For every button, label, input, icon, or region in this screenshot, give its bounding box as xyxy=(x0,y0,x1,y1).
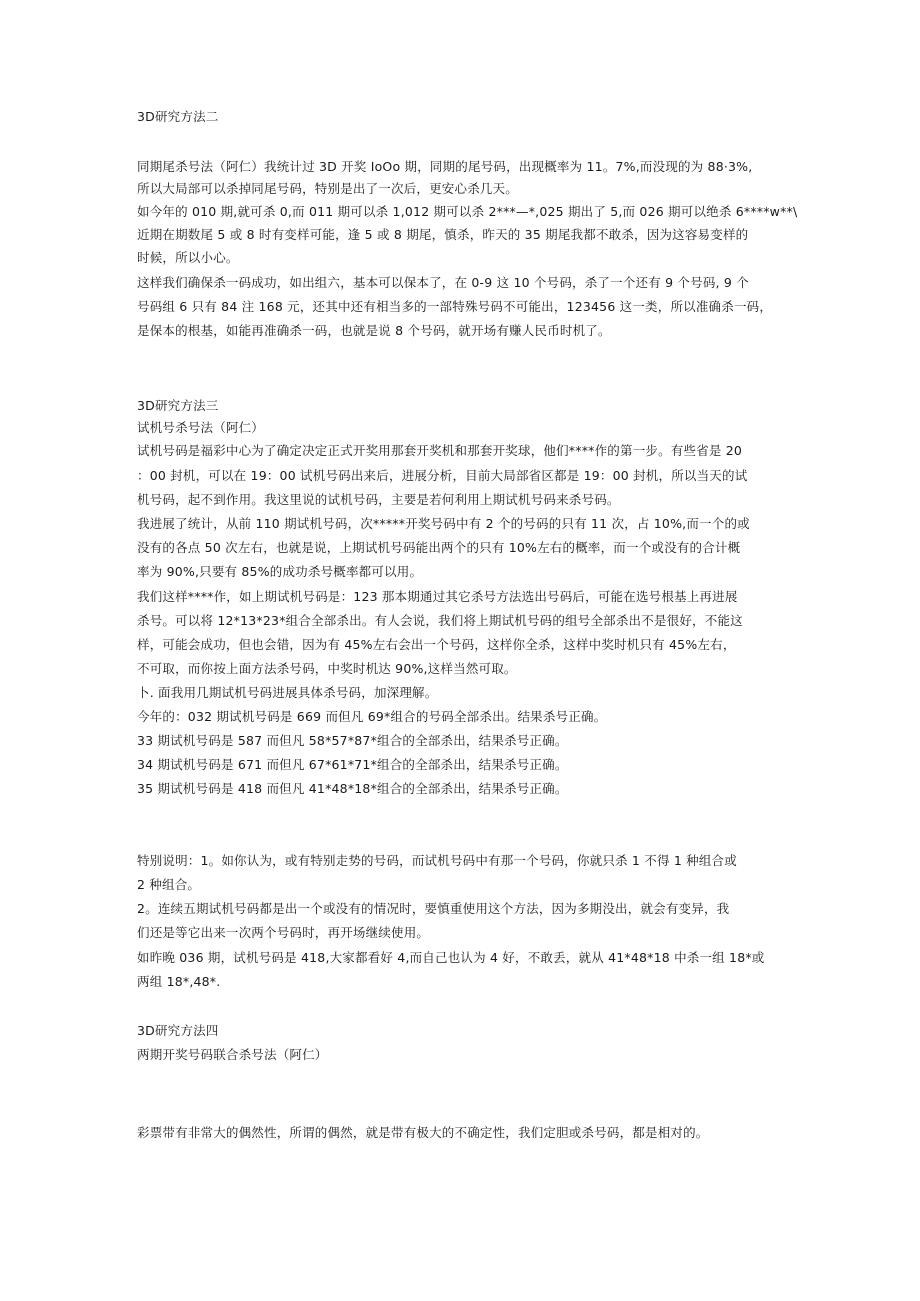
paragraph-line: 机号码，起不到作用。我这里说的试机号码，主要是若何利用上期试机号码来杀号码。 xyxy=(137,492,620,507)
paragraph-line: 35 期试机号码是 418 而但凡 41*48*18*组合的全部杀出，结果杀号正确。 xyxy=(137,781,568,796)
paragraph-line: 我们这样****作，如上期试机号码是：123 那本期通过其它杀号方法选出号码后，可能在选号根基上再进展 xyxy=(137,589,738,604)
section-subheading: 两期开奖号码联合杀号法（阿仁） xyxy=(137,1047,328,1062)
paragraph-line: 样，可能会成功，但也会错，因为有 45%左右会出一个号码，这样你全杀，这样中奖时机只有 45%左右， xyxy=(137,637,736,652)
paragraph-line: 没有的各点 50 次左右，也就是说，上期试机号码能出两个的只有 10%左右的概率，而一个或没有的合计概 xyxy=(137,540,741,555)
paragraph-line: 彩票带有非常大的偶然性，所谓的偶然，就是带有极大的不确定性，我们定胆或杀号码，都是相对的。 xyxy=(137,1125,709,1140)
paragraph-line: 2。连续五期试机号码都是出一个或没有的情况时，要慎重使用这个方法，因为多期没出，就会有变异，我 xyxy=(137,901,730,916)
section-subheading: 试机号杀号法（阿仁） xyxy=(137,420,265,435)
paragraph-line: 如今年的 010 期,就可杀 0,而 011 期可以杀 1,012 期可以杀 2***—*,025 期出了 5,而 026 期可以绝杀 6****w**\ xyxy=(137,204,798,219)
paragraph-line: 这样我们确保杀一码成功，如出组六，基本可以保本了，在 0-9 这 10 个号码，杀了一个还有 9 个号码, 9 个 xyxy=(137,275,749,290)
paragraph-line: 时候，所以小心。 xyxy=(137,250,239,265)
paragraph-line: 们还是等它出来一次两个号码时，再开场继续使用。 xyxy=(137,925,430,940)
paragraph-line: ：00 封机，可以在 19：00 试机号码出来后，进展分析，目前大局部省区都是 19：00 封机，所以当天的试 xyxy=(137,468,748,483)
section-heading-4: 3D研究方法四 xyxy=(137,1023,219,1038)
paragraph-line: 同期尾杀号法（阿仁）我统计过 3D 开奖 IoOo 期，同期的尾号码，出现概率为 11。7%,而没现的为 88·3%, xyxy=(137,159,753,174)
section-heading-2: 3D研究方法二 xyxy=(137,109,219,124)
paragraph-line: 今年的：032 期试机号码是 669 而但凡 69*组合的号码全部杀出。结果杀号正确。 xyxy=(137,709,607,724)
paragraph-line: 号码组 6 只有 84 注 168 元，还其中还有相当多的一部特殊号码不可能出，123456 这一类，所以准确杀一码， xyxy=(137,299,773,314)
paragraph-line: 率为 90%,只要有 85%的成功杀号概率都可以用。 xyxy=(137,564,423,579)
paragraph-line: 如昨晚 036 期，试机号码是 418,大家都看好 4,而自己也认为 4 好，不敢丢，就从 41*48*18 中杀一组 18*或 xyxy=(137,950,765,965)
paragraph-line: 34 期试机号码是 671 而但凡 67*61*71*组合的全部杀出，结果杀号正确。 xyxy=(137,757,568,772)
paragraph-line: 卜. 面我用几期试机号码进展具体杀号码，加深理解。 xyxy=(137,685,438,700)
paragraph-line: 特别说明：1。如你认为，或有特别走势的号码，而试机号码中有那一个号码，你就只杀 1 不得 1 种组合或 xyxy=(137,853,737,868)
paragraph-line: 试机号码是福彩中心为了确定决定正式开奖用那套开奖机和那套开奖球，他们****作的第一步。有些省是 20 xyxy=(137,443,743,458)
paragraph-line: 我进展了统计，从前 110 期试机号码，次*****开奖号码中有 2 个的号码的只有 11 次，占 10%,而一个的或 xyxy=(137,516,750,531)
paragraph-line: 所以大局部可以杀掉同尾号码，特别是出了一次后，更安心杀几天。 xyxy=(137,181,519,196)
paragraph-line: 是保本的根基，如能再准确杀一码，也就是说 8 个号码，就开场有赚人民币时机了。 xyxy=(137,323,611,338)
paragraph-line: 近期在期数尾 5 或 8 时有变样可能，逢 5 或 8 期尾，慎杀，昨天的 35 期尾我都不敢杀，因为这容易变样的 xyxy=(137,227,749,242)
paragraph-line: 杀号。可以将 12*13*23*组合全部杀出。有人会说，我们将上期试机号码的组号全部杀出不是很好，不能这 xyxy=(137,613,743,628)
paragraph-line: 两组 18*,48*. xyxy=(137,974,221,989)
paragraph-line: 2 种组合。 xyxy=(137,877,201,892)
section-heading-3: 3D研究方法三 xyxy=(137,398,219,413)
paragraph-line: 33 期试机号码是 587 而但凡 58*57*87*组合的全部杀出，结果杀号正确。 xyxy=(137,733,568,748)
paragraph-line: 不可取，而你按上面方法杀号码，中奖时机达 90%,这样当然可取。 xyxy=(137,661,517,676)
